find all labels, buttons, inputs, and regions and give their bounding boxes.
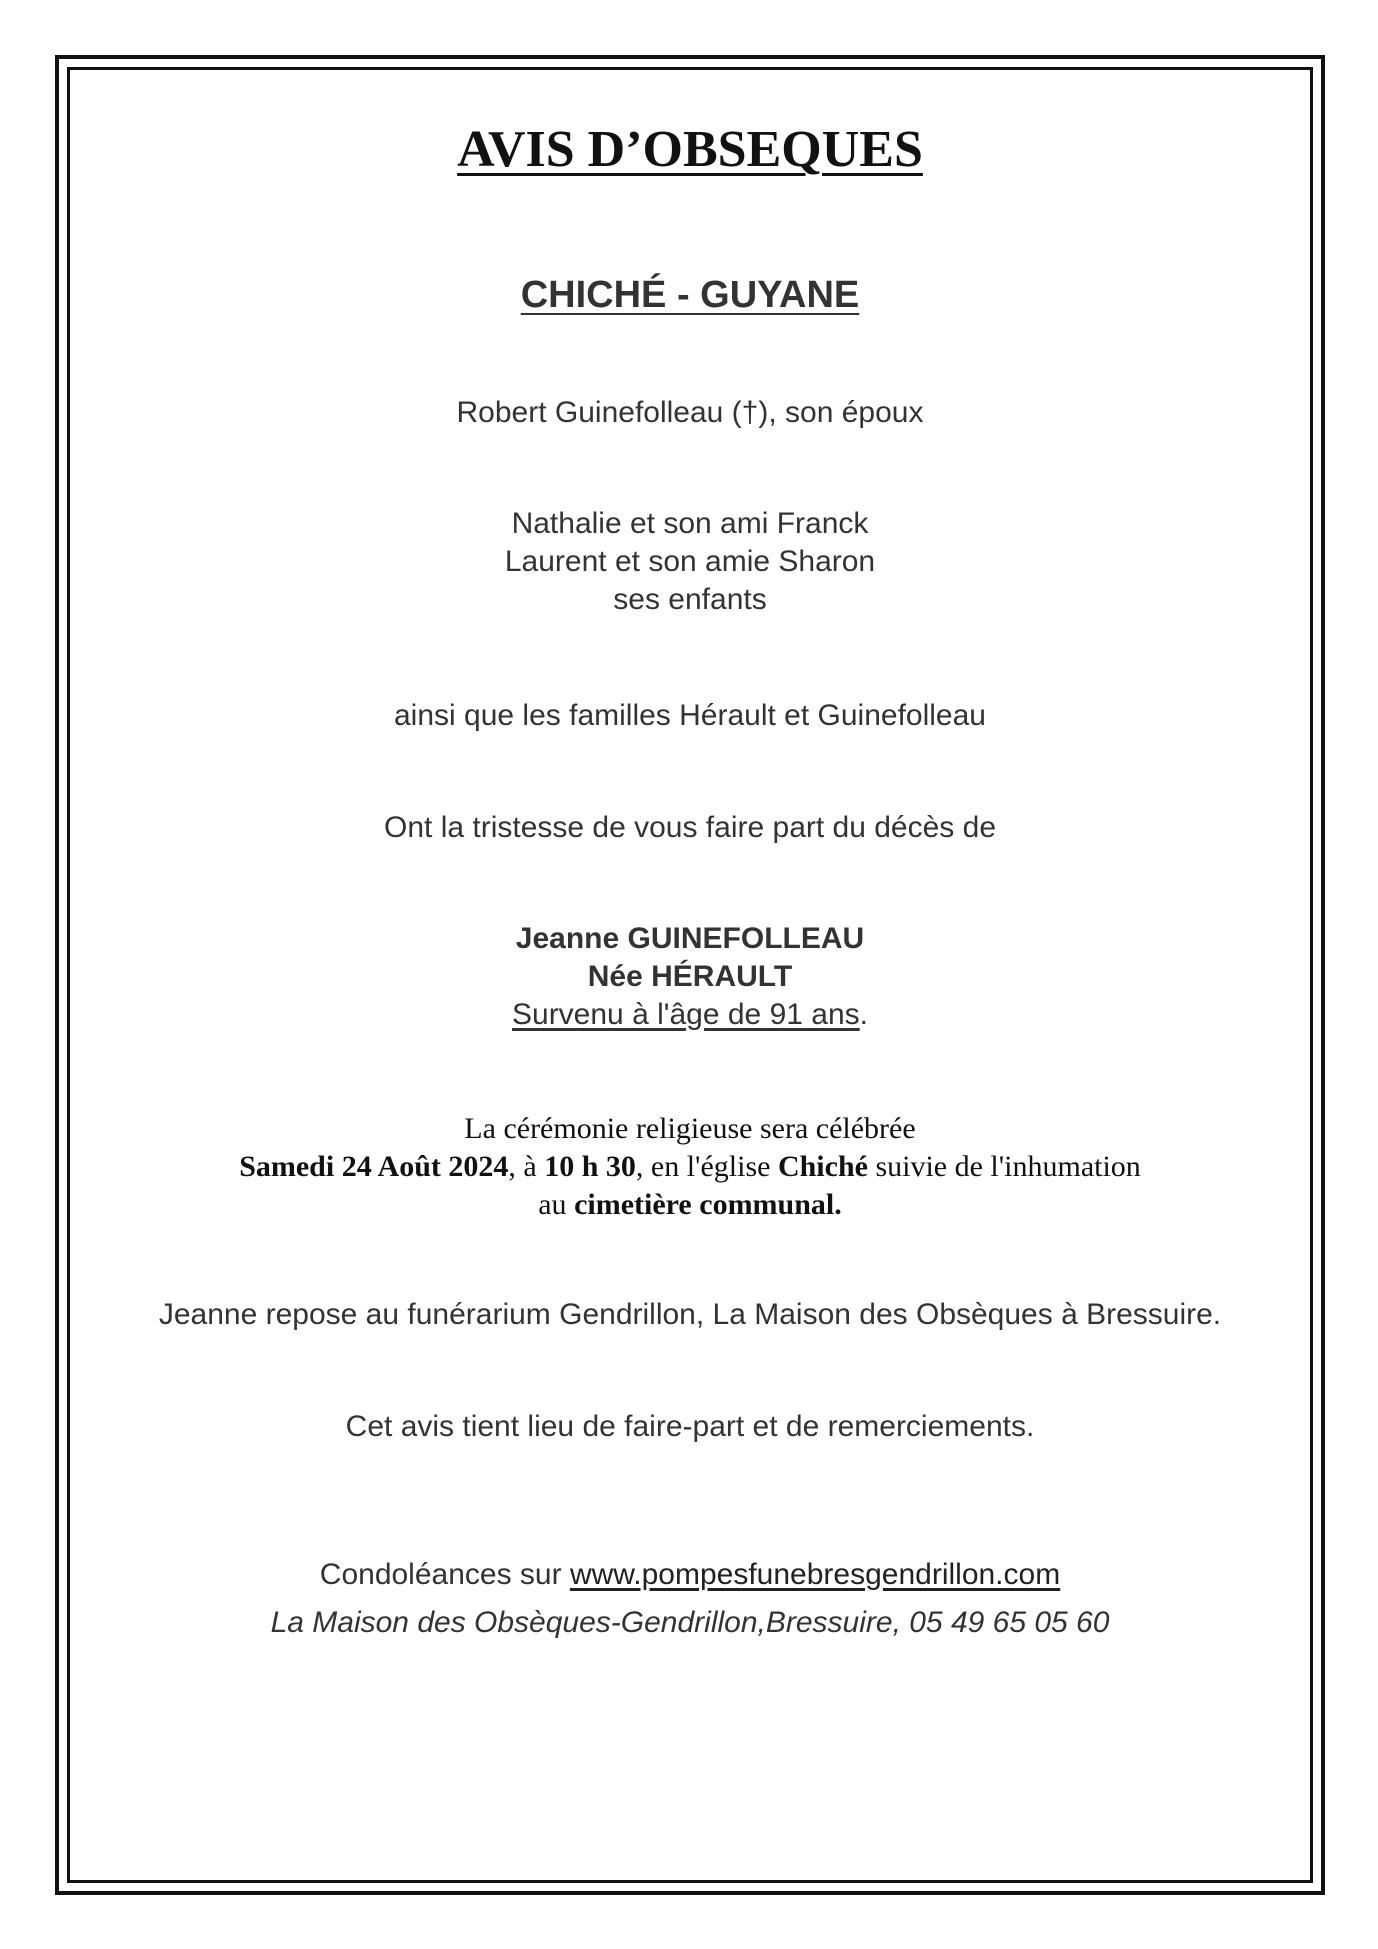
- deceased-name: Jeanne GUINEFOLLEAU: [515, 922, 865, 955]
- rest-place-line: Jeanne repose au funérarium Gendrillon, La Maison des Obsèques à Bressuire.: [158, 1298, 1222, 1331]
- ceremony-sep-1: , à: [508, 1150, 545, 1183]
- ceremony-date: Samedi 24 Août 2024: [239, 1150, 509, 1183]
- ceremony-line-3: [67, 1186, 1313, 1224]
- ceremony-line-2: [67, 1148, 1313, 1186]
- location-heading: CHICHÉ - GUYANE: [520, 274, 860, 316]
- notice-line: Cet avis tient lieu de faire-part et de remerciements.: [345, 1410, 1035, 1443]
- announcement-line: Ont la tristesse de vous faire part du décès de: [384, 811, 996, 844]
- children-line-1: Nathalie et son ami Franck: [511, 507, 869, 540]
- age-text: Survenu à l'âge de 91 ans: [512, 998, 860, 1031]
- age-punct: .: [859, 998, 868, 1031]
- condolences-link[interactable]: www.pompesfunebresgendrillon.com: [569, 1558, 1061, 1591]
- ceremony-prefix: au: [538, 1188, 575, 1221]
- families-line: ainsi que les familles Hérault et Guinefolleau: [394, 699, 986, 732]
- condolences-line: [67, 1556, 1313, 1594]
- deceased-birth-name: Née HÉRAULT: [587, 960, 793, 993]
- condolences-prefix: Condoléances sur: [319, 1558, 570, 1591]
- ceremony-line-1: La cérémonie religieuse sera célébrée: [464, 1112, 916, 1145]
- children-line-2: Laurent et son amie Sharon: [504, 545, 876, 578]
- ceremony-rest: suivie de l'inhumation: [867, 1150, 1141, 1183]
- page-title: AVIS D’OBSEQUES: [457, 121, 923, 178]
- contact-line: La Maison des Obsèques-Gendrillon,Bressuire, 05 49 65 05 60: [270, 1606, 1110, 1639]
- ceremony-place: Chiché: [777, 1150, 868, 1183]
- ceremony-sep-2: , en l'église: [635, 1150, 778, 1183]
- deceased-age: [67, 996, 1313, 1034]
- spouse-line: Robert Guinefolleau (†), son époux: [456, 396, 924, 429]
- children-line-3: ses enfants: [613, 583, 767, 616]
- ceremony-cemetery: cimetière communal.: [574, 1188, 842, 1221]
- ceremony-time: 10 h 30: [544, 1150, 636, 1183]
